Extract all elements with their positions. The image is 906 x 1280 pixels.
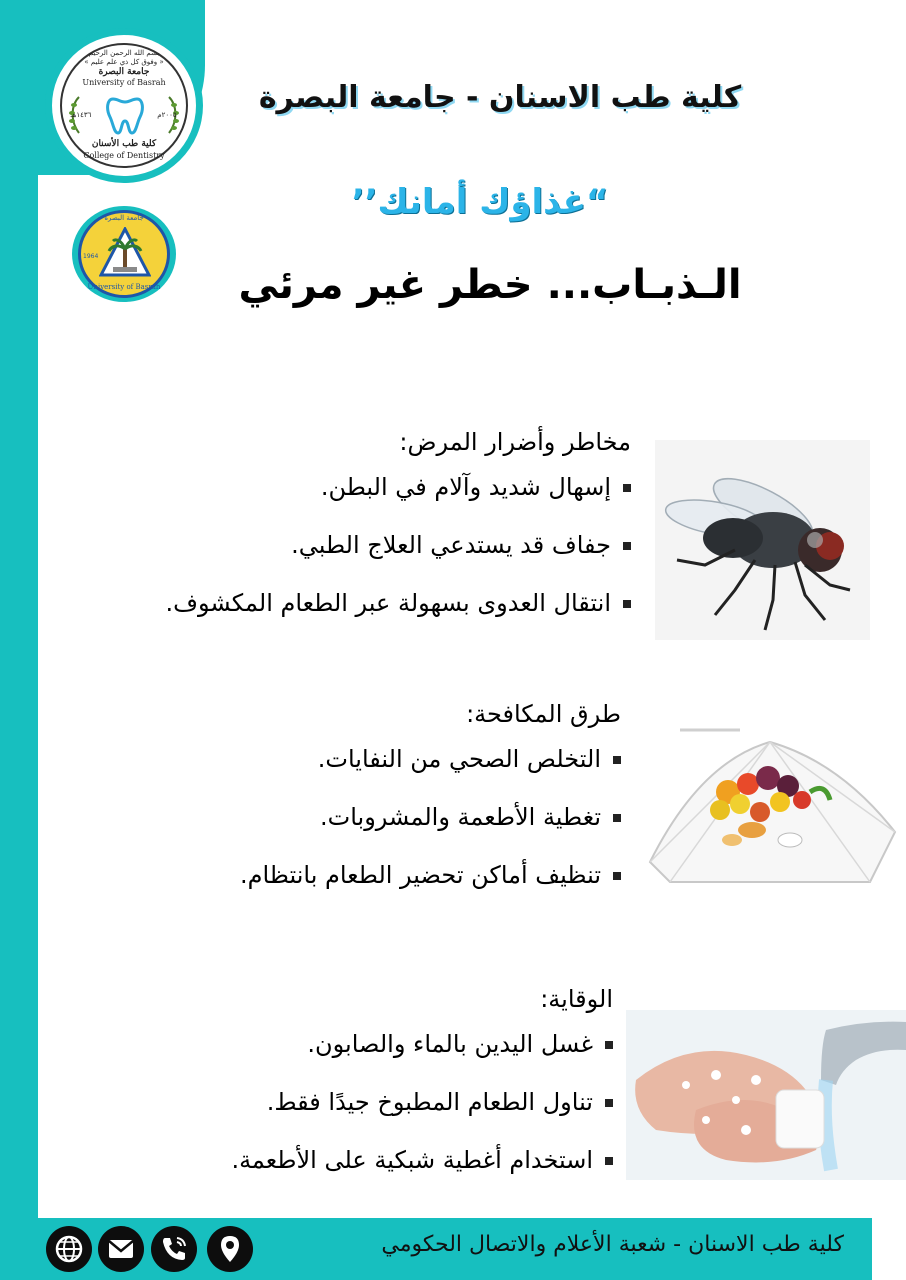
control-methods-section (240, 700, 621, 916)
bullet-icon (613, 872, 621, 880)
list-item (165, 528, 631, 586)
page-title: كلية طب الاسنان - جامعة البصرة (258, 80, 742, 115)
list-item (231, 1027, 613, 1085)
list-item-text: استخدام أغطية شبكية على الأطعمة. (231, 1146, 593, 1174)
bullet-icon (613, 756, 621, 764)
list-item (231, 1143, 613, 1201)
headline: الـذبـاب... خطر غير مرئي (238, 262, 742, 308)
logo-univ-english: University of Basrah (82, 78, 166, 87)
handwashing-icon (626, 1010, 906, 1180)
list-item (240, 742, 621, 800)
globe-icon[interactable] (46, 1226, 92, 1272)
phone-icon[interactable] (151, 1226, 197, 1272)
slogan: “غذاؤك أمانك’’ (351, 182, 609, 222)
logo-verse: « وفوق كل ذي علم عليم » (84, 58, 164, 66)
list-item (231, 1085, 613, 1143)
globe-glyph (46, 1226, 92, 1272)
prevention-list (231, 1027, 613, 1201)
logo-triangle-palm-icon (99, 227, 151, 279)
list-item (240, 858, 621, 916)
list-item-text: تناول الطعام المطبوخ جيدًا فقط. (266, 1088, 593, 1116)
risks-list (165, 470, 631, 644)
logo-disc (78, 210, 170, 298)
envelope-glyph (98, 1226, 144, 1272)
list-item-text: التخلص الصحي من النفايات. (317, 745, 601, 773)
bullet-icon (623, 484, 631, 492)
list-item-text: انتقال العدوى بسهولة عبر الطعام المكشوف. (165, 589, 611, 617)
housefly-icon (655, 440, 870, 640)
bullet-icon (623, 542, 631, 550)
risks-section (165, 428, 631, 644)
logo-inner-ring (60, 43, 188, 168)
control-methods-list (240, 742, 621, 916)
university-of-basrah-logo (72, 206, 176, 302)
list-item-text: تغطية الأطعمة والمشروبات. (320, 803, 601, 831)
phone-glyph (151, 1226, 197, 1272)
pin-glyph (207, 1226, 253, 1272)
logo-founding-year: 1964 (83, 253, 99, 260)
list-item (165, 470, 631, 528)
list-item-text: تنظيف أماكن تحضير الطعام بانتظام. (239, 861, 601, 889)
logo-college-english: College of Dentistry (83, 151, 165, 160)
bullet-icon (623, 600, 631, 608)
logo-univ-arabic: جامعة البصرة (98, 67, 150, 77)
mesh-food-cover-icon (640, 722, 902, 892)
section-heading: مخاطر وأضرار المرض: (399, 428, 631, 456)
email-icon[interactable] (98, 1226, 144, 1272)
logo-univ-english-text: University of Basrah (87, 283, 161, 291)
location-pin-icon[interactable] (207, 1226, 253, 1272)
logo-college-arabic: كلية طب الأسنان (91, 139, 157, 149)
logo-basmala: بسم الله الرحمن الرحيم (88, 49, 160, 57)
bullet-icon (613, 814, 621, 822)
bullet-icon (605, 1041, 613, 1049)
dentistry-college-logo (45, 28, 203, 183)
bullet-icon (605, 1099, 613, 1107)
section-heading: طرق المكافحة: (466, 700, 621, 728)
left-accent-bar (0, 0, 38, 1280)
list-item (240, 800, 621, 858)
list-item (165, 586, 631, 644)
list-item-text: جفاف قد يستدعي العلاج الطبي. (291, 531, 611, 559)
bullet-icon (605, 1157, 613, 1165)
prevention-section (231, 985, 613, 1201)
logo-year-gregorian: ٢٠٠٥م (157, 111, 177, 119)
footer-text: كلية طب الاسنان - شعبة الأعلام والاتصال الحكومي (381, 1232, 844, 1257)
list-item-text: غسل اليدين بالماء والصابون. (307, 1030, 593, 1058)
logo-univ-arabic-text: جامعة البصرة (104, 214, 144, 222)
logo-year-hijri: ١٤٣٦هـ (70, 111, 92, 119)
list-item-text: إسهال شديد وآلام في البطن. (320, 473, 611, 501)
section-heading: الوقاية: (540, 985, 613, 1013)
